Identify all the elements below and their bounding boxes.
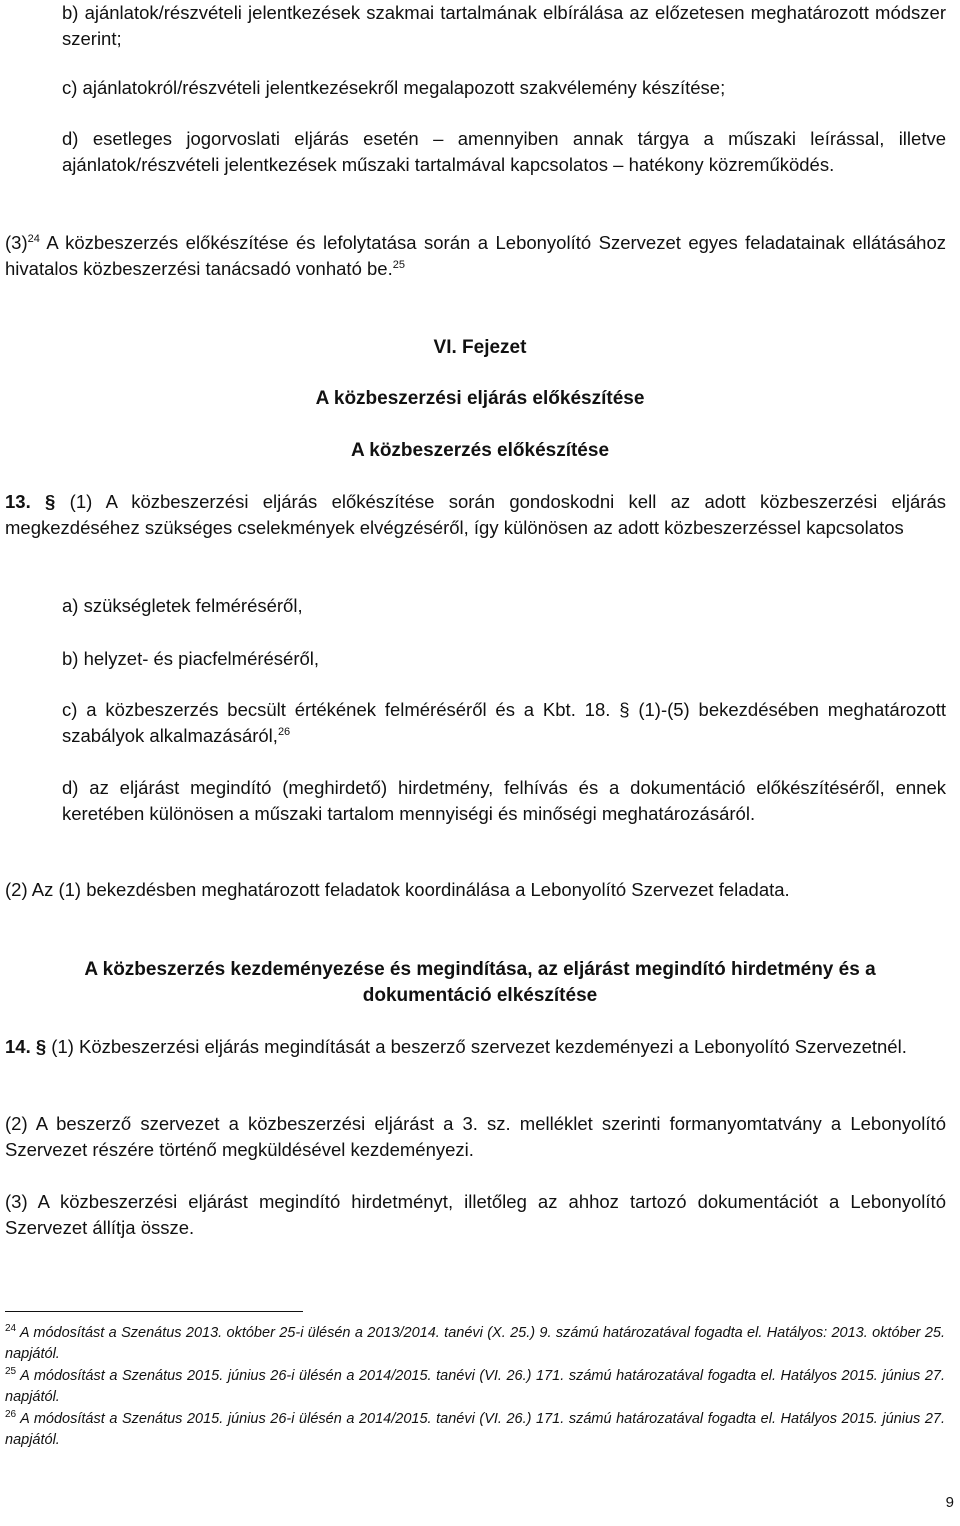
footnote-26-number: 26	[5, 1409, 17, 1421]
footnote-25	[5, 1366, 945, 1408]
footnote-24-number: 24	[5, 1323, 17, 1335]
footnote-ref-25[interactable]: 25	[392, 258, 405, 271]
section-13-item-d: d) az eljárást megindító (meghirdető) hirdetmény, felhívás és a dokumentáció előkészítéséről, ennek keretében különösen a műszaki tartalom mennyiségi és minőségi meghatározásáról.	[62, 777, 946, 824]
footnote-24-text: A módosítást a Szenátus 2013. október 25-i ülésén a 2013/2014. tanévi (X. 25.) 9. számú határozatával fogadta el. Hatályos: 2013. október 25. napjától.	[5, 1325, 945, 1362]
section-14-paragraph-3: (3) A közbeszerzési eljárást megindító hirdetményt, illetőleg az ahhoz tartozó dokumentációt a Lebonyolító Szervezet állítja össze.	[5, 1191, 946, 1238]
paragraph-3-prefix: (3)	[5, 232, 28, 253]
section-13-item-c-text: c) a közbeszerzés becsült értékének felméréséről és a Kbt. 18. § (1)-(5) bekezdésében meghatározott szabályok alkalmazásáról,	[62, 699, 946, 746]
section-13-sign: §	[45, 491, 56, 512]
section-13-paragraph-2: (2) Az (1) bekezdésben meghatározott feladatok koordinálása a Lebonyolító Szervezet feladata.	[5, 879, 790, 900]
paragraph-b: b) ajánlatok/részvételi jelentkezések szakmai tartalmának elbírálása az előzetesen meghatározott módszer szerint;	[62, 2, 946, 49]
section-13-item-b: b) helyzet- és piacfelméréséről,	[62, 648, 320, 669]
footnote-25-number: 25	[5, 1366, 17, 1378]
section-14-sign: §	[35, 1036, 47, 1057]
paragraph-3	[5, 230, 946, 282]
footnote-ref-26[interactable]: 26	[277, 725, 291, 738]
section-14-paragraph-2: (2) A beszerző szervezet a közbeszerzési eljárást a 3. sz. melléklet szerinti formanyomtatvány a Lebonyolító Szervezet részére történő megküldésével kezdeményezi.	[5, 1113, 946, 1160]
section-title: A közbeszerzés előkészítése	[350, 440, 610, 461]
section-14-number: 14.	[5, 1036, 31, 1057]
section-14-paragraph-1	[5, 1034, 946, 1060]
footnote-24	[5, 1323, 945, 1365]
section-13-paragraph-1	[5, 489, 946, 541]
paragraph-3-text: A közbeszerzés előkészítése és lefolytatása során a Lebonyolító Szervezet egyes feladatainak ellátásához hivatalos közbeszerzési tanácsadó vonható be.	[5, 232, 946, 279]
paragraph-c: c) ajánlatokról/részvételi jelentkezésekről megalapozott szakvélemény készítése;	[62, 77, 726, 98]
section-13-item-c	[62, 697, 946, 749]
footnote-26	[5, 1409, 945, 1451]
footnote-25-text: A módosítást a Szenátus 2015. június 26-i ülésén a 2014/2015. tanévi (VI. 26.) 171. számú határozatával fogadta el. Hatályos 2015. június 27. napjától.	[5, 1368, 945, 1405]
chapter-title: A közbeszerzési eljárás előkészítése	[315, 388, 645, 409]
chapter-heading: VI. Fejezet	[433, 337, 527, 358]
footnote-26-text: A módosítást a Szenátus 2015. június 26-i ülésén a 2014/2015. tanévi (VI. 26.) 171. számú határozatával fogadta el. Hatályos 2015. június 27. napjától.	[5, 1411, 945, 1448]
section-14-p1-text: (1) Közbeszerzési eljárás megindítását a beszerző szervezet kezdeményezi a Lebonyolító Szervezetnél.	[46, 1036, 907, 1057]
section-13-p1-text: (1) A közbeszerzési eljárás előkészítése során gondoskodni kell az adott közbeszerzési eljárás megkezdéséhez szükséges cselekmények elvégzéséről, így különösen az adott közbeszerzéssel kapcsolatos	[5, 491, 946, 538]
footnote-ref-24[interactable]: 24	[27, 232, 40, 245]
section-13-number: 13.	[5, 491, 31, 512]
section-13-item-a: a) szükségletek felméréséről,	[62, 595, 303, 616]
page-number: 9	[945, 1494, 954, 1511]
section-2-title: A közbeszerzés kezdeményezése és megindítása, az eljárást megindító hirdetmény és a dokumentáció elkészítése	[84, 959, 876, 1006]
footnote-separator	[5, 1311, 303, 1312]
paragraph-d: d) esetleges jogorvoslati eljárás esetén – amennyiben annak tárgya a műszaki leírással, illetve ajánlatok/részvételi jelentkezések műszaki tartalmával kapcsolatos – hatékony közreműködés.	[62, 128, 946, 175]
